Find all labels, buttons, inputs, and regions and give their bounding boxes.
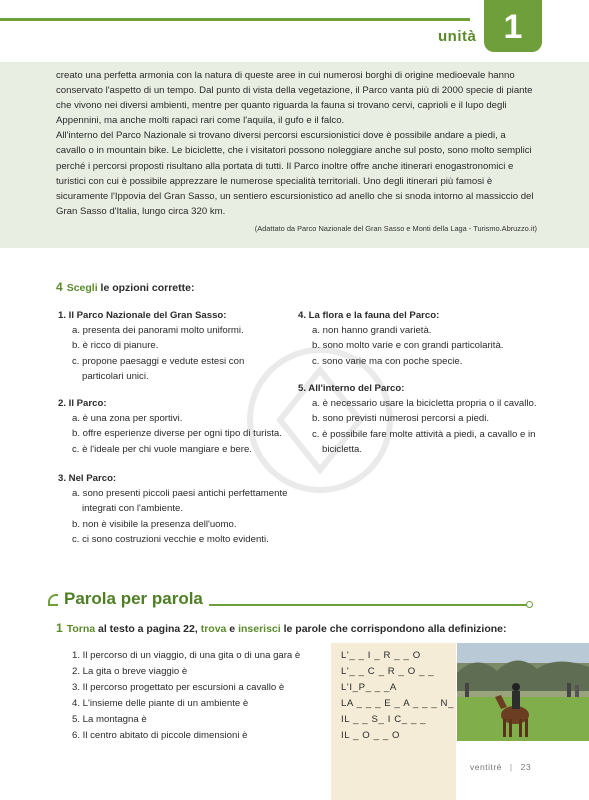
question-head: 4. La flora e la fauna del Parco: [298,310,440,321]
question-5 [298,381,538,457]
exercise-instruction-part: e [226,623,239,635]
option-a[interactable]: a. sono presenti piccoli paesi antichi perfettamente integrati con l'ambiente. [72,488,288,515]
section-title: Parola per parola [58,589,209,609]
exercise-verb-trova: trova [200,623,227,635]
question-head: 3. Nel Parco: [58,473,117,484]
option-a[interactable]: a. non hanno grandi varietà. [312,325,432,337]
option-b[interactable]: b. offre esperienze diverse per ogni tipo di turista. [72,428,282,440]
exercise-verb-torna: Torna [66,623,96,635]
definition-item: 4. L'insieme delle piante di un ambiente è [72,697,249,709]
answer-blank[interactable]: IL _ _ S_ I C_ _ _ [341,713,427,725]
option-c[interactable]: c. è possibile fare molte attività a piedi, a cavallo e in bicicletta. [312,428,536,455]
question-3 [58,471,288,547]
definitions-list [72,648,300,743]
section-rule-end-dot [526,601,533,608]
option-a[interactable]: a. presenta dei panorami molto uniformi. [72,325,244,337]
answer-blank[interactable]: LA _ _ _ E _ A _ _ _ N_ [341,697,455,709]
exercise-instruction-part: al testo a pagina 22, [95,623,201,635]
exercise-number: 4 [56,280,63,294]
question-head: 2. Il Parco: [58,398,107,409]
reading-paragraph-1: creato una perfetta armonia con la natura di queste aree in cui numerosi borghi di origine medioevale hanno conservato l'aspetto di un tempo. Dal punto di vista della vegetazione, il Parco vanta più di 2000 specie di piante che vivono nei diversi ambienti, mentre per quanto riguarda la fauna si trovano cervi, caprioli e il lupo degli Appennini, ma anche molti rapaci rari come l'aquila, il gufo e il falco. [56,70,533,127]
exercise-4-title [56,280,194,294]
option-c[interactable]: c. è l'ideale per chi vuole mangiare e bere. [72,443,252,455]
answer-blank[interactable]: L'I_P_ _ _A [341,681,397,693]
option-b[interactable]: b. sono molto varie e con grandi particolarità. [312,340,504,352]
option-c[interactable]: c. ci sono costruzioni vecchie e molto evidenti. [72,533,269,545]
horse-rider-photo [457,643,589,741]
option-a[interactable]: a. è una zona per sportivi. [72,413,183,425]
definition-item: 2. La gita o breve viaggio è [72,665,188,677]
question-4 [298,308,538,369]
answers-list [341,648,454,743]
exercise-1-title [56,621,507,635]
page-number-word: ventitré [470,762,502,772]
definition-item: 5. La montagna è [72,713,147,725]
unit-number-badge: 1 [484,0,542,52]
definition-item: 3. Il percorso progettato per escursioni a cavallo è [72,681,285,693]
question-head: 5. All'interno del Parco: [298,383,405,394]
option-a[interactable]: a. è necessario usare la bicicletta propria o il cavallo. [312,398,537,410]
question-head: 1. Il Parco Nazionale del Gran Sasso: [58,310,227,321]
option-b[interactable]: b. è ricco di pianure. [72,340,159,352]
reading-passage [0,62,589,248]
exercise-number: 1 [56,621,63,635]
option-c[interactable]: c. propone paesaggi e vedute estesi con particolari unici. [72,355,245,382]
answer-blank[interactable]: L'_ _ I _ R _ _ O [341,650,421,661]
reading-paragraph-2: All'interno del Parco Nazionale si trovano diversi percorsi escursionistici dove è possibile andare a piedi, a cavallo o in mountain bike. Le biciclette, che i visitatori possono noleggiare anche sul posto, sono molto semplici perché i percorsi proposti risultano alla portata di tutti. Il Parco inoltre offre anche itinerari enogastronomici e turistici con cui è possibile apprezzare le numerose specialità territoriali. Uno degli itinerari più famosi è sicuramente l'Ippovia del Gran Sasso, un sentiero escursionistico ad anello che si snoda intorno al massiccio del Gran Sasso d'Italia, lungo circa 320 km. [56,130,534,217]
header-rule [0,18,470,21]
reading-source: (Adattato da Parco Nazionale del Gran Sasso e Monti della Laga - Turismo.Abruzzo.it) [254,223,537,233]
unit-label: unità [438,28,477,45]
definition-item: 6. Il centro abitato di piccole dimensioni è [72,729,248,741]
exercise-instruction-part: le parole che corrispondono alla definizione: [280,623,507,635]
answer-blank[interactable]: IL _ O _ _ O [341,729,401,741]
definition-item: 1. Il percorso di un viaggio, di una gita o di una gara è [72,650,301,661]
exercise-verb-inserisci: inserisci [238,623,281,635]
answer-blank[interactable]: L'_ _ C _ R _ O _ _ [341,665,435,677]
question-1 [58,308,268,384]
option-b[interactable]: b. non è visibile la presenza dell'uomo. [72,518,237,530]
page-footer: ventitré | 23 [470,762,532,772]
question-2 [58,396,298,457]
exercise-verb: Scegli [66,282,98,294]
page-number: 23 [520,762,532,772]
option-c[interactable]: c. sono varie ma con poche specie. [312,355,463,367]
exercise-instruction: le opzioni corrette: [97,282,195,294]
option-b[interactable]: b. sono previsti numerosi percorsi a piedi. [312,413,490,425]
